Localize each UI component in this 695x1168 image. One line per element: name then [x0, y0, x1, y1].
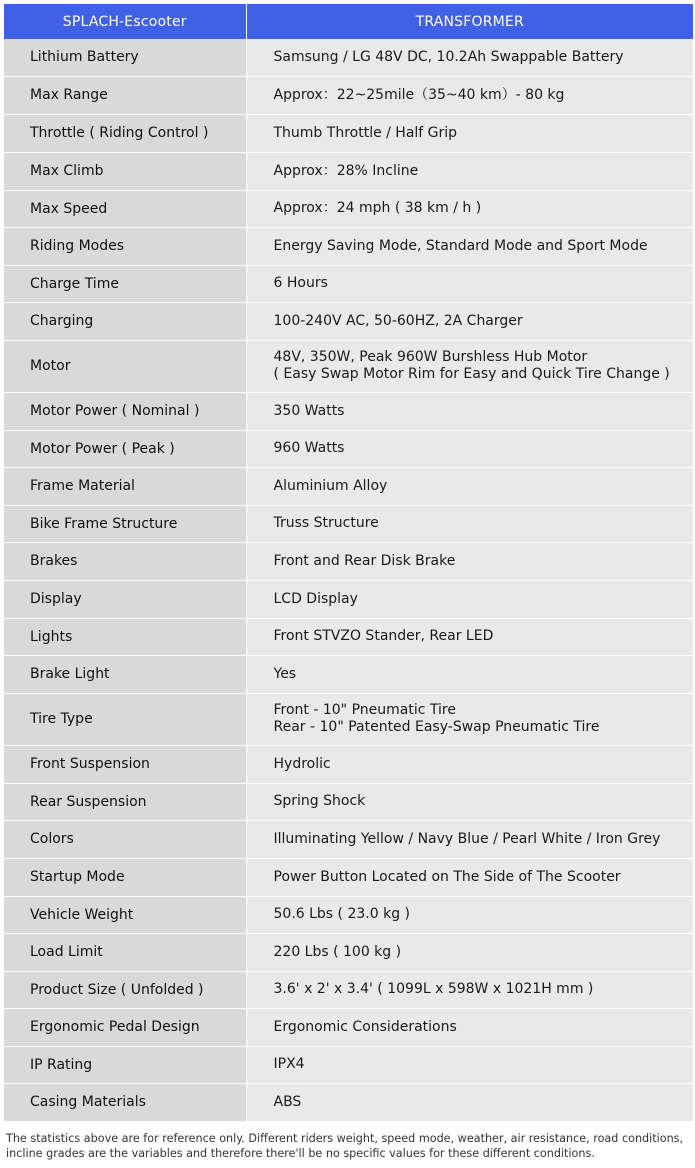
table-row — [4, 971, 693, 1008]
table-row — [4, 783, 693, 820]
spec-value — [246, 467, 693, 505]
table-row — [4, 265, 693, 302]
spec-label: Front Suspension — [4, 745, 246, 783]
spec-value — [246, 618, 693, 655]
spec-value-line: Thumb Throttle / Half Grip — [273, 124, 458, 141]
spec-value — [246, 227, 693, 265]
spec-value-line: Power Button Located on The Side of The Scooter — [273, 868, 621, 885]
spec-value — [246, 114, 693, 152]
spec-label: Product Size ( Unfolded ) — [4, 971, 246, 1008]
spec-value-line: Approx：24 mph ( 38 km / h ) — [273, 200, 482, 216]
spec-value — [246, 152, 693, 190]
spec-value — [246, 580, 693, 618]
spec-label: Motor Power ( Nominal ) — [4, 392, 246, 430]
table-row — [4, 302, 693, 340]
spec-label: Max Range — [4, 76, 246, 114]
spec-label: IP Rating — [4, 1046, 246, 1083]
spec-label: Lithium Battery — [4, 39, 246, 76]
table-row — [4, 1046, 693, 1083]
spec-label: Startup Mode — [4, 858, 246, 896]
spec-value — [246, 858, 693, 896]
spec-value — [246, 265, 693, 302]
spec-value — [246, 340, 693, 392]
table-row — [4, 76, 693, 114]
spec-value-line: 100-240V AC, 50-60HZ, 2A Charger — [273, 312, 523, 329]
table-row — [4, 820, 693, 858]
spec-value-line: Aluminium Alloy — [273, 477, 388, 494]
spec-value-line: Energy Saving Mode, Standard Mode and Sport Mode — [273, 237, 648, 254]
spec-value-line: 3.6' x 2' x 3.4' ( 1099L x 598W x 1021H mm ) — [273, 981, 594, 997]
spec-label: Max Climb — [4, 152, 246, 190]
spec-value-line: Hydrolic — [273, 755, 331, 772]
table-row — [4, 430, 693, 467]
spec-value-line: 350 Watts — [273, 402, 345, 419]
spec-value — [246, 39, 693, 76]
table-row — [4, 190, 693, 227]
table-row — [4, 542, 693, 580]
spec-value-line: Front and Rear Disk Brake — [273, 552, 456, 569]
table-header-row — [4, 4, 693, 39]
table-row — [4, 745, 693, 783]
spec-label: Casing Materials — [4, 1083, 246, 1121]
table-row — [4, 693, 693, 745]
spec-label: Frame Material — [4, 467, 246, 505]
spec-value-line: Truss Structure — [273, 515, 379, 531]
spec-value-line: Rear - 10" Patented Easy-Swap Pneumatic Tire — [273, 719, 600, 735]
spec-label: Colors — [4, 820, 246, 858]
spec-value-line: Approx：28% Incline — [273, 162, 419, 179]
spec-value-line: Illuminating Yellow / Navy Blue / Pearl White / Iron Grey — [273, 830, 661, 847]
table-row — [4, 618, 693, 655]
spec-value-line: ABS — [273, 1093, 302, 1110]
spec-value — [246, 392, 693, 430]
spec-value — [246, 1008, 693, 1046]
spec-body — [4, 39, 693, 1121]
spec-label: Charge Time — [4, 265, 246, 302]
table-row — [4, 152, 693, 190]
spec-label: Bike Frame Structure — [4, 505, 246, 542]
spec-label: Brake Light — [4, 655, 246, 693]
spec-value — [246, 1046, 693, 1083]
spec-label: Brakes — [4, 542, 246, 580]
table-row — [4, 655, 693, 693]
table-row — [4, 227, 693, 265]
table-row — [4, 114, 693, 152]
spec-value-line: Front - 10" Pneumatic Tire — [273, 702, 456, 718]
table-row — [4, 392, 693, 430]
spec-value — [246, 302, 693, 340]
table-row — [4, 39, 693, 76]
spec-table — [4, 4, 693, 1122]
table-row — [4, 505, 693, 542]
spec-label: Throttle ( Riding Control ) — [4, 114, 246, 152]
spec-value-line: 50.6 Lbs ( 23.0 kg ) — [273, 906, 410, 922]
table-row — [4, 580, 693, 618]
spec-value — [246, 190, 693, 227]
header-brand: SPLACH-Escooter — [4, 4, 246, 39]
spec-label: Motor — [4, 340, 246, 392]
spec-label: Motor Power ( Peak ) — [4, 430, 246, 467]
spec-value-line: ( Easy Swap Motor Rim for Easy and Quick Tire Change ) — [273, 366, 670, 382]
table-row — [4, 467, 693, 505]
spec-value-line: Front STVZO Stander, Rear LED — [273, 628, 494, 644]
header-model: TRANSFORMER — [246, 4, 693, 39]
spec-label: Riding Modes — [4, 227, 246, 265]
spec-value — [246, 505, 693, 542]
spec-label: Charging — [4, 302, 246, 340]
spec-value — [246, 933, 693, 971]
spec-value — [246, 1083, 693, 1121]
spec-value-line: 960 Watts — [273, 440, 345, 456]
spec-value — [246, 745, 693, 783]
table-row — [4, 858, 693, 896]
spec-value-line: IPX4 — [273, 1056, 305, 1072]
spec-value-line: LCD Display — [273, 590, 358, 607]
spec-value — [246, 542, 693, 580]
spec-value — [246, 693, 693, 745]
spec-label: Ergonomic Pedal Design — [4, 1008, 246, 1046]
spec-value — [246, 820, 693, 858]
spec-label: Max Speed — [4, 190, 246, 227]
spec-label: Load Limit — [4, 933, 246, 971]
spec-value — [246, 655, 693, 693]
spec-value-line: Yes — [273, 665, 297, 682]
spec-value — [246, 783, 693, 820]
spec-value — [246, 76, 693, 114]
table-row — [4, 896, 693, 933]
disclaimer-note: The statistics above are for reference only. Different riders weight, speed mode, weather, air resistance, road conditions, incline grades are the variables and therefore there'll be no specific values for these different conditions. — [6, 1132, 684, 1160]
spec-label: Lights — [4, 618, 246, 655]
spec-value-line: 6 Hours — [273, 275, 328, 291]
spec-label: Tire Type — [4, 693, 246, 745]
spec-label: Display — [4, 580, 246, 618]
spec-value-line: 48V, 350W, Peak 960W Burshless Hub Motor — [273, 349, 588, 365]
spec-value-line: Ergonomic Considerations — [273, 1018, 457, 1035]
spec-value-line: Approx：22~25mile（35~40 km）- 80 kg — [273, 86, 565, 103]
spec-value — [246, 896, 693, 933]
table-row — [4, 1083, 693, 1121]
table-row — [4, 933, 693, 971]
spec-value — [246, 430, 693, 467]
spec-value-line: Samsung / LG 48V DC, 10.2Ah Swappable Battery — [273, 48, 624, 65]
spec-label: Vehicle Weight — [4, 896, 246, 933]
table-row — [4, 1008, 693, 1046]
table-row — [4, 340, 693, 392]
spec-value-line: Spring Shock — [273, 793, 366, 809]
spec-value-line: 220 Lbs ( 100 kg ) — [273, 943, 402, 960]
spec-label: Rear Suspension — [4, 783, 246, 820]
spec-value — [246, 971, 693, 1008]
